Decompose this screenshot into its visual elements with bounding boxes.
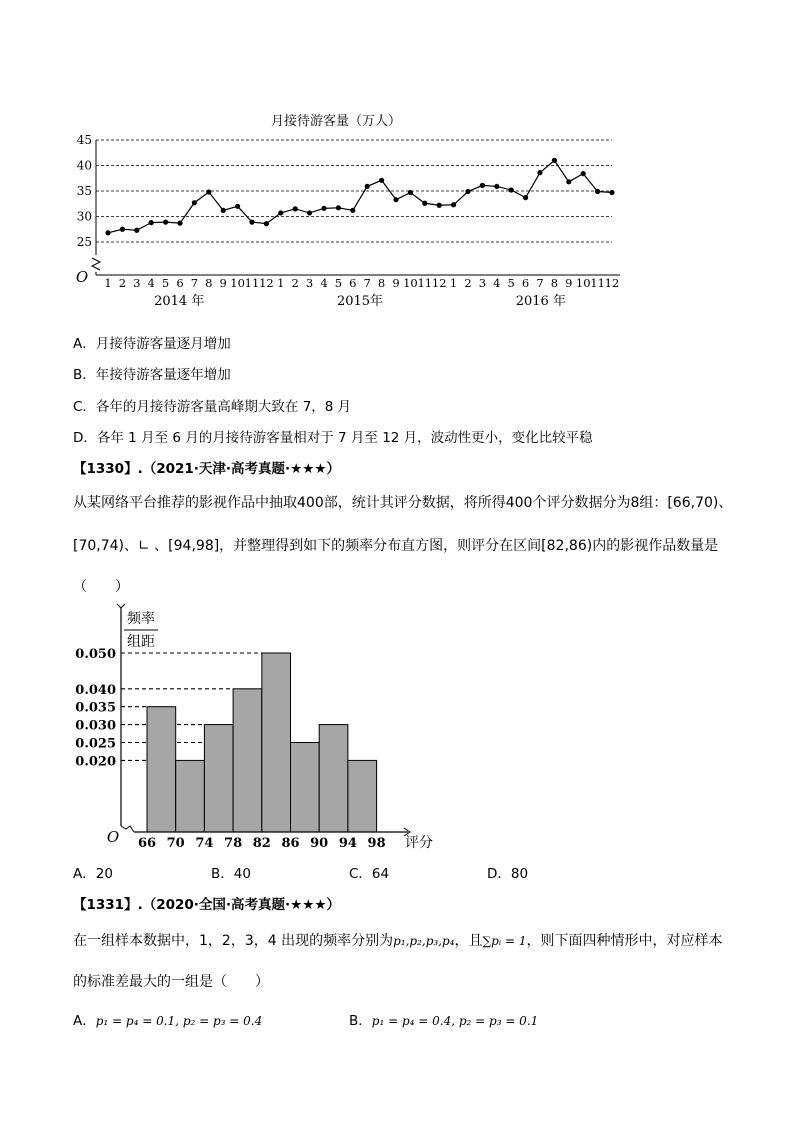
line-chart-point	[451, 202, 456, 207]
line-chart-point	[494, 184, 499, 189]
q1330-line1: 从某网络平台推荐的影视作品中抽取400部，统计其评分数据，将所得400个评分数据分为8组：[66,70)、	[73, 495, 733, 511]
q1331-header: 【1331】.（2020·全国·高考真题·★★★）	[73, 897, 340, 913]
line-chart-year-label: 2016 年	[515, 294, 566, 309]
q1331-option-a	[73, 1009, 262, 1029]
line-chart-xtick-label: 9	[392, 276, 400, 290]
line-chart-xtick-label: 5	[507, 276, 515, 290]
hist-ytick-label: 0.030	[75, 718, 116, 734]
hist-xtick-label: 82	[252, 836, 271, 851]
q1331-option-a-label: A．	[73, 1013, 96, 1029]
line-chart-title: 月接待游客量（万人）	[270, 114, 402, 129]
hist-ytick-label: 0.035	[75, 700, 116, 716]
line-chart-origin: O	[75, 268, 89, 286]
line-chart-year-label: 2015年	[336, 294, 384, 309]
line-chart-point	[177, 221, 182, 226]
rating-histogram	[0, 600, 794, 860]
hist-bar	[147, 707, 176, 832]
line-chart-point	[595, 189, 600, 194]
hist-ytick-label: 0.020	[75, 754, 116, 770]
line-chart-point	[465, 189, 470, 194]
line-chart-xtick-label: 10	[230, 276, 245, 290]
q1331-line1-mid: ，且	[454, 933, 483, 949]
line-chart-point	[192, 200, 197, 205]
hist-ylabel-bottom: 组距	[127, 634, 155, 650]
q1331-line1-vars: p₁,p₂,p₃,p₄	[393, 934, 455, 948]
line-chart-ytick-label: 45	[76, 133, 92, 147]
line-chart-xtick-label: 11	[244, 276, 260, 290]
line-chart-point	[408, 190, 413, 195]
line-chart-point	[321, 206, 326, 211]
hist-xlabel: 评分	[405, 835, 433, 851]
tourist-line-chart	[0, 0, 794, 320]
line-chart-point	[422, 201, 427, 206]
hist-xtick-label: 78	[224, 836, 243, 851]
line-chart-point	[365, 184, 370, 189]
q1331-line2: 的标准差最大的一组是（ ）	[73, 974, 269, 990]
line-chart-point	[437, 203, 442, 208]
line-chart-point	[105, 230, 110, 235]
line-chart-point	[134, 228, 139, 233]
line-chart-point	[293, 206, 298, 211]
line-chart-xtick-label: 7	[536, 276, 544, 290]
line-chart-point	[609, 190, 614, 195]
line-chart-xtick-label: 12	[431, 276, 447, 290]
line-chart-xtick-label: 12	[604, 276, 620, 290]
line-chart-xtick-label: 12	[259, 276, 274, 290]
line-chart-axis-break	[92, 258, 100, 270]
line-chart-xtick-label: 8	[377, 276, 386, 290]
line-chart-point	[552, 158, 557, 163]
q1-option-a: A．月接待游客量逐月增加	[73, 336, 231, 352]
line-chart-point	[480, 183, 485, 188]
hist-axis-break	[121, 826, 134, 832]
q1331-option-b	[349, 1009, 538, 1029]
line-chart-point	[163, 220, 168, 225]
line-chart-point	[221, 208, 226, 213]
q1330-line2: [70,74)、∟ 、[94,98]，并整理得到如下的频率分布直方图，则评分在区间[82,86)内的影视作品数量是	[73, 538, 719, 554]
line-chart-xtick-label: 1	[277, 276, 285, 290]
line-chart-point	[566, 179, 571, 184]
line-chart-xtick-label: 7	[190, 276, 199, 290]
line-chart-point	[235, 204, 240, 209]
hist-bar	[291, 743, 320, 833]
line-chart-xtick-label: 2	[118, 276, 127, 290]
line-chart-point	[336, 205, 341, 210]
line-chart-xtick-label: 4	[493, 276, 501, 290]
line-chart-point	[581, 171, 586, 176]
line-chart-xtick-label: 10	[575, 276, 591, 290]
line-chart-xtick-label: 4	[320, 276, 328, 290]
hist-xtick-label: 94	[338, 836, 357, 851]
line-chart-xtick-label: 8	[550, 276, 559, 290]
hist-ytick-label: 0.050	[75, 647, 116, 662]
line-chart-xtick-label: 11	[590, 276, 605, 290]
line-chart-xtick-label: 2	[291, 276, 299, 290]
line-chart-xtick-label: 9	[219, 276, 227, 290]
line-chart-xtick-label: 6	[349, 276, 357, 290]
hist-xtick-label: 86	[281, 836, 300, 851]
q1330-line3: （ ）	[73, 579, 129, 595]
line-chart-point	[307, 210, 312, 215]
line-chart-xtick-label: 4	[147, 276, 155, 290]
line-chart-xtick-label: 1	[449, 276, 458, 290]
hist-ylabel-top: 频率	[127, 611, 155, 627]
hist-bar	[348, 760, 377, 832]
q1331-line1-pre: 在一组样本数据中，1，2，3，4 出现的频率分别为	[73, 933, 394, 949]
hist-xtick-label: 66	[137, 836, 157, 851]
line-chart-point	[120, 227, 125, 232]
line-chart-ytick-label: 30	[76, 209, 92, 224]
line-chart-ytick-label: 40	[76, 158, 92, 173]
line-chart-xtick-label: 8	[205, 276, 213, 290]
line-chart-xtick-label: 9	[565, 276, 573, 290]
hist-y-axis-arrow	[117, 604, 125, 608]
q1331-option-a-math: p₁ = p₄ = 0.1, p₂ = p₃ = 0.4	[95, 1014, 263, 1028]
q1330-header: 【1330】.（2021·天津·高考真题·★★★）	[73, 461, 340, 477]
q1331-line1-sum: ∑pᵢ = 1	[482, 934, 527, 948]
line-chart-xtick-label: 2	[464, 276, 472, 290]
hist-origin: O	[106, 828, 120, 846]
line-chart-xtick-label: 10	[403, 276, 418, 290]
q1330-option-c: C．64	[349, 866, 390, 882]
line-chart-ytick-label: 35	[76, 184, 92, 198]
hist-bar	[233, 689, 262, 832]
line-chart-point	[278, 210, 283, 215]
line-chart-point	[509, 187, 514, 192]
line-chart-point	[206, 189, 211, 194]
q1-option-b: B．年接待游客量逐年增加	[73, 367, 231, 383]
q1331-option-b-label: B．	[349, 1013, 372, 1029]
line-chart-year-label: 2014 年	[154, 294, 205, 309]
line-chart-point	[393, 197, 398, 202]
q1330-option-b: B．40	[211, 866, 251, 882]
line-chart-point	[523, 195, 528, 200]
q1330-option-d: D．80	[487, 866, 529, 882]
line-chart-point	[149, 220, 154, 225]
hist-bar	[176, 760, 205, 832]
hist-xtick-label: 90	[310, 836, 329, 851]
line-chart-point	[249, 220, 254, 225]
q1331-option-b-math: p₁ = p₄ = 0.4, p₂ = p₃ = 0.1	[371, 1014, 539, 1028]
line-chart-point	[537, 170, 542, 175]
q1331-line1	[73, 930, 722, 950]
line-chart-xtick-label: 5	[161, 276, 170, 290]
hist-xtick-label: 70	[166, 836, 185, 851]
line-chart-point	[350, 208, 355, 213]
line-chart-xtick-label: 3	[478, 276, 487, 290]
line-chart-xtick-label: 3	[133, 276, 141, 290]
line-chart-xtick-label: 7	[363, 276, 371, 290]
q1330-option-a: A．20	[73, 866, 113, 882]
hist-bar	[204, 725, 233, 832]
line-chart-point	[264, 221, 269, 226]
hist-ytick-label: 0.025	[75, 736, 116, 752]
q1331-line1-post: ，则下面四种情形中，对应样本	[526, 933, 723, 949]
line-chart-xtick-label: 11	[417, 276, 433, 290]
hist-ytick-label: 0.040	[75, 682, 116, 698]
line-chart-xtick-label: 6	[521, 276, 530, 290]
line-chart-xtick-label: 3	[305, 276, 314, 290]
q1-option-c: C．各年的月接待游客量高峰期大致在 7，8 月	[73, 399, 352, 415]
hist-bar	[262, 653, 291, 832]
q1-option-d: D．各年 1 月至 6 月的月接待游客量相对于 7 月至 12 月，波动性更小，变化比较平稳	[73, 430, 593, 446]
line-chart-series-line	[108, 160, 612, 232]
line-chart-xtick-label: 5	[334, 276, 343, 290]
hist-xtick-label: 98	[367, 836, 386, 851]
line-chart-xtick-label: 6	[176, 276, 184, 290]
hist-bar	[319, 725, 348, 832]
line-chart-xtick-label: 1	[104, 276, 112, 290]
line-chart-ytick-label: 25	[76, 235, 92, 249]
line-chart-point	[379, 178, 384, 183]
hist-xtick-label: 74	[195, 836, 214, 851]
